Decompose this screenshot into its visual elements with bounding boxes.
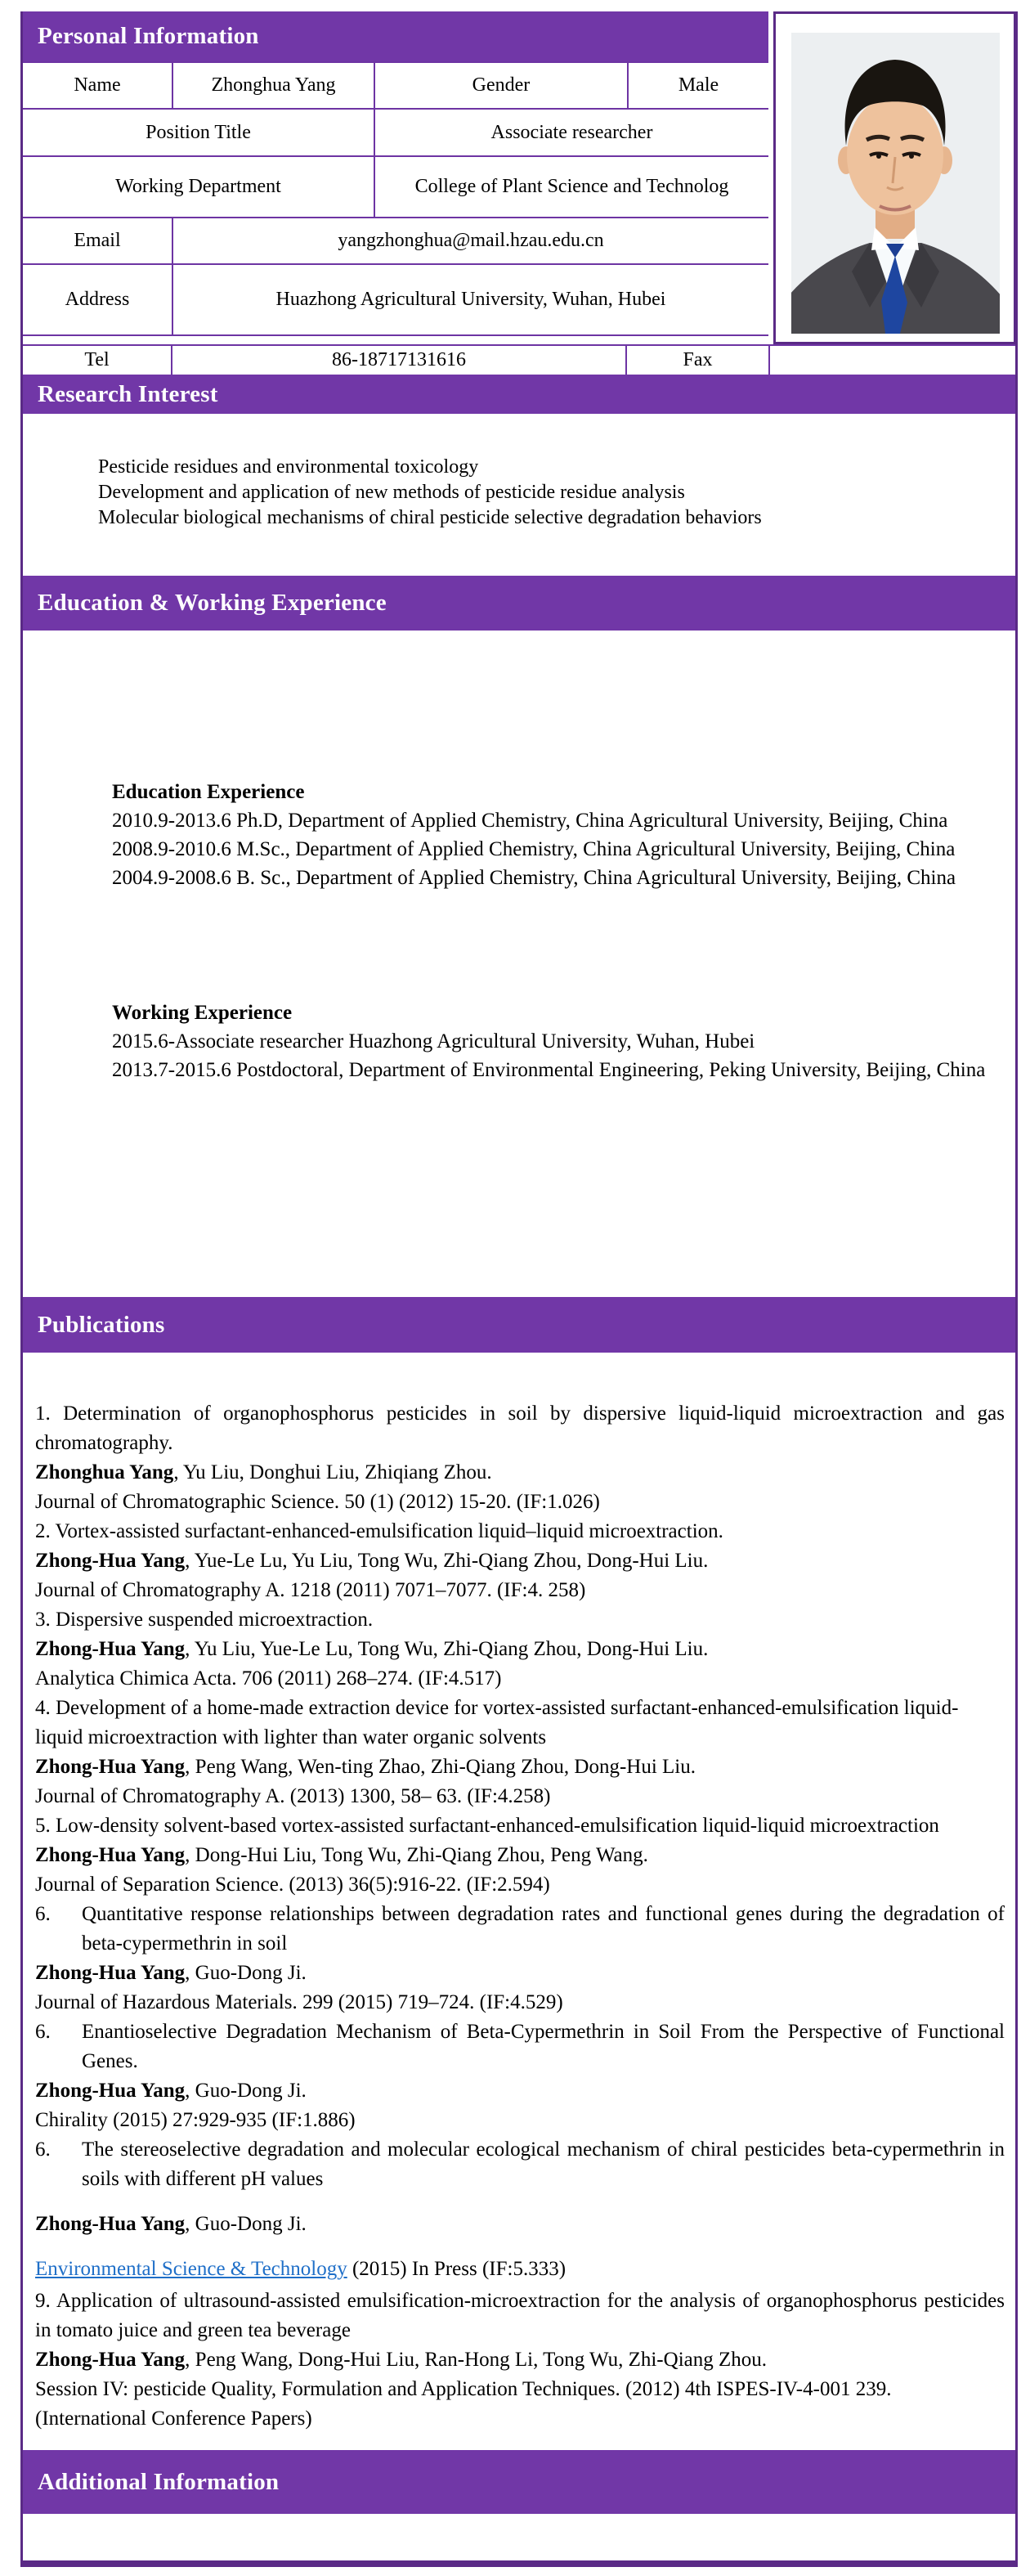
publication-journal-link[interactable]: Environmental Science & Technology: [35, 2258, 347, 2280]
publication-text: 6.: [35, 2021, 51, 2043]
publication-author-bold: Zhong-Hua Yang: [35, 1756, 186, 1778]
publication-paragraph: [35, 2017, 1005, 2076]
publication-text: 9. Application of ultrasound-assisted emulsification-microextraction for the analysis of organophosphorus pesticides in tomato juice and green tea beverage: [35, 2290, 1005, 2341]
publication-author-bold: Zhong-Hua Yang: [35, 2080, 186, 2102]
publication-paragraph: [35, 1576, 1005, 1605]
address-label: Address: [23, 264, 172, 335]
additional-information-section: [23, 2514, 1015, 2560]
research-interest-item: Molecular biological mechanisms of chiral pesticide selective degradation behaviors: [98, 507, 762, 528]
publication-paragraph: [35, 1900, 1005, 1959]
publication-text: Session IV: pesticide Quality, Formulation and Application Techniques. (2012) 4th ISPES-IV-4-001 239. (International Conference Papers): [35, 2378, 892, 2430]
publication-paragraph: [35, 1546, 1005, 1576]
publication-text: , Peng Wang, Dong-Hui Liu, Ran-Hong Li, Tong Wu, Zhi-Qiang Zhou.: [185, 2349, 768, 2371]
publication-paragraph: [35, 2345, 1005, 2375]
publication-paragraph: [35, 1635, 1005, 1664]
publication-text: 2. Vortex-assisted surfactant-enhanced-emulsification liquid–liquid microextraction.: [35, 1520, 723, 1542]
publication-paragraph: [35, 1841, 1005, 1870]
personal-information-title: Personal Information: [38, 23, 259, 49]
additional-information-header: [23, 2450, 1015, 2514]
publication-author-bold: Zhong-Hua Yang: [35, 1638, 186, 1660]
publication-text: (2015) In Press (IF:5.333): [347, 2258, 566, 2280]
publication-author-bold: Zhonghua Yang: [35, 1461, 174, 1483]
publication-paragraph: [35, 2135, 1005, 2194]
working-block: [74, 999, 1004, 1084]
publication-text: , Yu Liu, Donghui Liu, Zhiqiang Zhou.: [173, 1461, 492, 1483]
publication-text: , Dong-Hui Liu, Tong Wu, Zhi-Qiang Zhou, Peng Wang.: [185, 1844, 648, 1866]
publication-text: , Guo-Dong Ji.: [185, 2213, 307, 2235]
publication-paragraph: [35, 2106, 1005, 2135]
working-item: 2013.7-2015.6 Postdoctoral, Department of Environmental Engineering, Peking University, Beijing, China: [112, 1059, 986, 1081]
education-item: 2004.9-2008.6 B. Sc., Department of Applied Chemistry, China Agricultural University, Beijing, China: [112, 867, 956, 889]
working-department-label: Working Department: [23, 156, 374, 218]
publication-paragraph: [35, 1959, 1005, 1988]
publication-author-bold: Zhong-Hua Yang: [35, 1844, 186, 1866]
table-row: [23, 156, 768, 218]
working-department-value: College of Plant Science and Technolog: [374, 156, 768, 218]
publication-paragraph: [35, 2287, 1005, 2345]
education-block: [74, 778, 1004, 892]
publication-paragraph: [35, 2076, 1005, 2106]
publication-text: 5. Low-density solvent-based vortex-assisted surfactant-enhanced-emulsification liquid-liquid microextraction: [35, 1815, 939, 1837]
publication-text: Analytica Chimica Acta. 706 (2011) 268–274. (IF:4.517): [35, 1667, 502, 1690]
publication-text: , Guo-Dong Ji.: [185, 1962, 307, 1984]
experience-title: Education & Working Experience: [38, 590, 387, 616]
research-interest-header: [23, 375, 1015, 414]
publication-text: , Guo-Dong Ji.: [185, 2080, 307, 2102]
tel-value: 86-18717131616: [172, 346, 627, 375]
position-title-label: Position Title: [23, 109, 374, 156]
publication-paragraph: [35, 1752, 1005, 1782]
publication-text: 4. Development of a home-made extraction device for vortex-assisted surfactant-enhanced-emulsification liquid-liquid microextraction with lighter than water organic solvents: [35, 1697, 959, 1748]
publication-paragraph: [35, 1399, 1005, 1458]
profile-page: [20, 11, 1018, 2567]
publications-title: Publications: [38, 1311, 165, 1338]
publication-author-bold: Zhong-Hua Yang: [35, 1550, 186, 1572]
personal-info-table-area: [23, 11, 768, 344]
publication-paragraph: [35, 2375, 1005, 2434]
additional-information-title: Additional Information: [38, 2468, 280, 2495]
tel-label: Tel: [23, 346, 172, 375]
publication-paragraph: [35, 2255, 1005, 2284]
education-heading: Education Experience: [112, 781, 305, 803]
publication-text: 6.: [35, 1903, 51, 1925]
publication-text: Quantitative response relationships between degradation rates and functional genes during the degradation of beta-cypermethrin in soil: [82, 1903, 1005, 1954]
personal-info-table: [23, 61, 768, 336]
position-title-value: Associate researcher: [374, 109, 768, 156]
publication-paragraph: [35, 1988, 1005, 2017]
publication-paragraph: [35, 1782, 1005, 1811]
fax-value-cell: [770, 346, 1015, 375]
publication-text: , Peng Wang, Wen-ting Zhao, Zhi-Qiang Zhou, Dong-Hui Liu.: [185, 1756, 696, 1778]
publication-text: 1. Determination of organophosphorus pesticides in soil by dispersive liquid-liquid microextraction and gas chromatography.: [35, 1402, 1005, 1454]
publication-text: Enantioselective Degradation Mechanism of Beta-Cypermethrin in Soil From the Perspective of Functional Genes.: [82, 2021, 1005, 2072]
table-row: [23, 264, 768, 335]
gender-label: Gender: [374, 62, 628, 109]
email-value: yangzhonghua@mail.hzau.edu.cn: [172, 218, 768, 264]
publication-author-bold: Zhong-Hua Yang: [35, 2213, 186, 2235]
profile-photo-cell: [773, 11, 1016, 344]
table-row: [23, 109, 768, 156]
working-item: 2015.6-Associate researcher Huazhong Agricultural University, Wuhan, Hubei: [112, 1030, 755, 1052]
publications-list: [23, 1353, 1015, 2450]
research-interest-item: Development and application of new methods of pesticide residue analysis: [98, 482, 685, 503]
portrait-photo: [791, 33, 1000, 334]
address-value: Huazhong Agricultural University, Wuhan, Hubei: [172, 264, 768, 335]
publication-author-bold: Zhong-Hua Yang: [35, 1962, 186, 1984]
research-interest-section: [23, 414, 1015, 576]
publication-text: Journal of Hazardous Materials. 299 (2015) 719–724. (IF:4.529): [35, 1991, 563, 2013]
email-label: Email: [23, 218, 172, 264]
publication-paragraph: [35, 2210, 1005, 2239]
face: [847, 96, 943, 215]
personal-info-section: [23, 11, 1015, 344]
publication-paragraph: [35, 1811, 1005, 1841]
publication-text: The stereoselective degradation and molecular ecological mechanism of chiral pesticides beta-cypermethrin in soils with different pH values: [82, 2138, 1005, 2190]
working-heading: Working Experience: [112, 1002, 293, 1024]
publication-paragraph: [35, 1694, 1005, 1752]
publication-text: , Yue-Le Lu, Yu Liu, Tong Wu, Zhi-Qiang Zhou, Dong-Hui Liu.: [185, 1550, 709, 1572]
publication-paragraph: [35, 1605, 1005, 1635]
table-row: [23, 218, 768, 264]
research-interest-item: Pesticide residues and environmental toxicology: [98, 456, 479, 478]
publication-text: Chirality (2015) 27:929-935 (IF:1.886): [35, 2109, 356, 2131]
tel-fax-row: [23, 344, 1015, 375]
publication-text: 6.: [35, 2138, 51, 2161]
gender-value: Male: [628, 62, 768, 109]
publication-author-bold: Zhong-Hua Yang: [35, 2349, 186, 2371]
publication-text: , Yu Liu, Yue-Le Lu, Tong Wu, Zhi-Qiang Zhou, Dong-Hui Liu.: [185, 1638, 709, 1660]
publication-text: Journal of Separation Science. (2013) 36(5):916-22. (IF:2.594): [35, 1874, 550, 1896]
publication-text: 3. Dispersive suspended microextraction.: [35, 1609, 374, 1631]
publication-text: Journal of Chromatography A. (2013) 1300, 58– 63. (IF:4.258): [35, 1785, 551, 1807]
education-item: 2010.9-2013.6 Ph.D, Department of Applied Chemistry, China Agricultural University, Beijing, China: [112, 810, 948, 832]
personal-information-header: [23, 11, 768, 61]
publication-paragraph: [35, 1458, 1005, 1488]
publication-paragraph: [35, 1488, 1005, 1517]
name-label: Name: [23, 62, 172, 109]
experience-section: [23, 631, 1015, 1297]
publication-paragraph: [35, 1517, 1005, 1546]
fax-label: Fax: [627, 346, 770, 375]
table-row: [23, 62, 768, 109]
name-value: Zhonghua Yang: [172, 62, 374, 109]
publications-header: [23, 1297, 1015, 1353]
publication-text: Journal of Chromatographic Science. 50 (1) (2012) 15-20. (IF:1.026): [35, 1491, 600, 1513]
publication-paragraph: [35, 1870, 1005, 1900]
publication-paragraph: [35, 1664, 1005, 1694]
research-interest-title: Research Interest: [38, 380, 218, 407]
experience-header: [23, 576, 1015, 631]
education-item: 2008.9-2010.6 M.Sc., Department of Applied Chemistry, China Agricultural University, Beijing, China: [112, 838, 956, 860]
publication-text: Journal of Chromatography A. 1218 (2011) 7071–7077. (IF:4. 258): [35, 1579, 586, 1601]
